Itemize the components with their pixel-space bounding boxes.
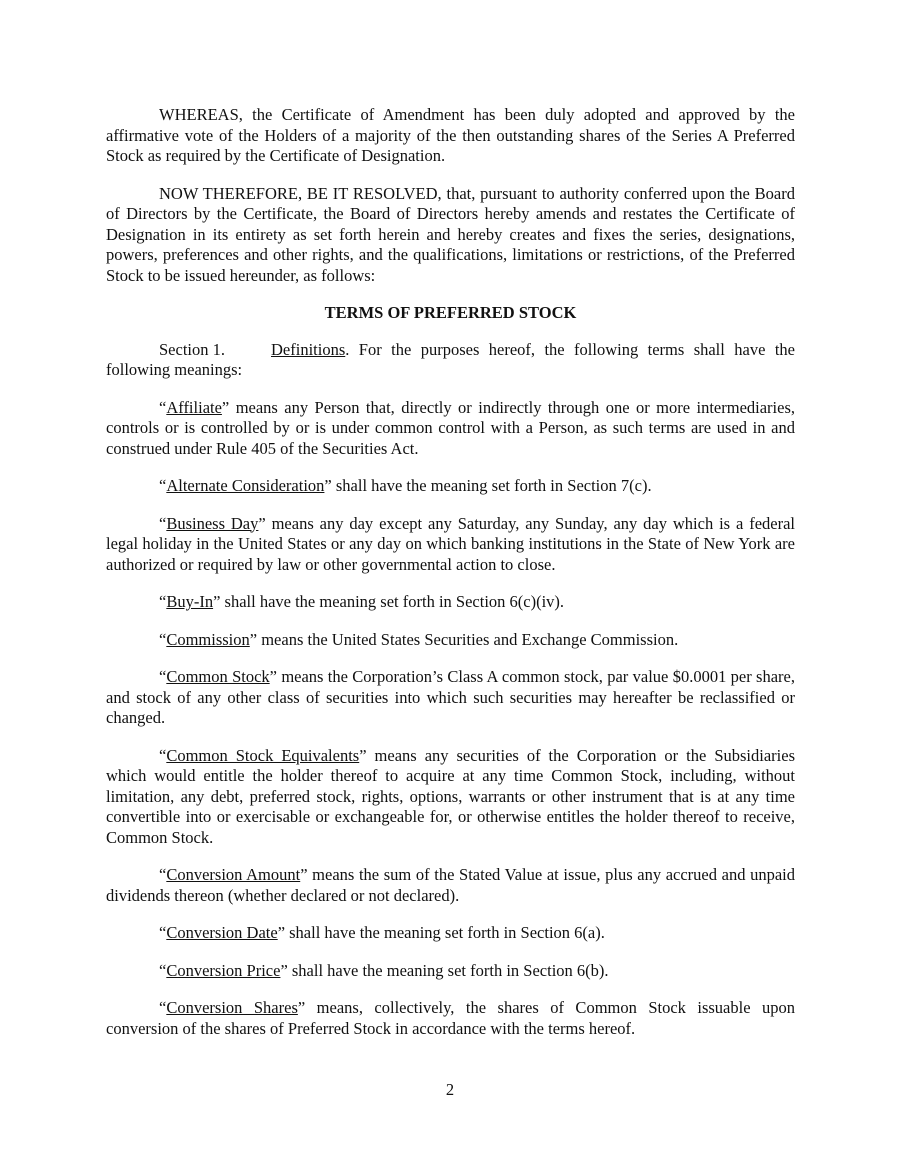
definition-common-stock-equivalents: “Common Stock Equivalents” means any securities of the Corporation or the Subsidiaries which would entitle the holder thereof to acquire at any time Common Stock, including, without limitation, any debt, preferred stock, rights, options, warrants or other instrument that is at any time convertible into or exercisable or exchangeable for, or otherwise entitles the holder thereof to receive, Common Stock. — [106, 745, 795, 847]
definition-text: ” means, collectively, the shares of Common Stock issuable upon conversion of the shares of Preferred Stock in accordance with the terms hereof. — [106, 998, 796, 1038]
whereas-paragraph: WHEREAS, the Certificate of Amendment has been duly adopted and approved by the affirmative vote of the Holders of a majority of the then outstanding shares of the Series A Preferred Stock as required by the Certificate of Designation. — [106, 105, 795, 165]
defined-term: Affiliate — [166, 397, 222, 417]
definition-text: ” means any Person that, directly or indirectly through one or more intermediaries, controls or is controlled by or is under common control with a Person, as such terms are used in and construed under Rule 405 of the Securities Act. — [106, 397, 795, 458]
definition-text: ” shall have the meaning set forth in Section 6(c)(iv). — [213, 592, 565, 611]
section-text: . For the purposes hereof, the following terms shall have the following meanings: — [106, 339, 795, 379]
definition-text: ” means any day except any Saturday, any Sunday, any day which is a federal legal holiday in the United States or any day on which banking institutions in the State of New York are authorized or required by law or other governmental action to close. — [106, 513, 795, 574]
section-title: Definitions — [271, 339, 346, 359]
definition-text: ” means the sum of the Stated Value at issue, plus any accrued and unpaid dividends thereon (whether declared or not declared). — [106, 865, 795, 905]
definition-alternate-consideration: “Alternate Consideration” shall have the meaning set forth in Section 7(c). — [159, 476, 652, 495]
definition-commission: “Commission” means the United States Securities and Exchange Commission. — [159, 629, 679, 649]
definition-conversion-amount: “Conversion Amount” means the sum of the Stated Value at issue, plus any accrued and unpaid dividends thereon (whether declared or not declared). — [106, 865, 795, 905]
resolved-paragraph: NOW THEREFORE, BE IT RESOLVED, that, pursuant to authority conferred upon the Board of Directors by the Certificate, the Board of Directors hereby amends and restates the Certificate of Designation in its entirety as set forth herein and hereby creates and fixes the series, designations, powers, preferences and other rights, and the qualifications, limitations or restrictions, of the Preferred Stock to be issued hereunder, as follows: — [106, 183, 795, 285]
defined-term: Alternate Consideration — [166, 476, 325, 495]
definition-conversion-price: “Conversion Price” shall have the meaning set forth in Section 6(b). — [159, 960, 609, 980]
definition-conversion-date: “Conversion Date” shall have the meaning set forth in Section 6(a). — [159, 923, 605, 942]
document-page — [106, 105, 795, 1056]
defined-term: Buy-In — [166, 592, 214, 611]
defined-term: Common Stock Equivalents — [166, 745, 360, 765]
definition-text: ” means the Corporation’s Class A common stock, par value $0.0001 per share, and stock of any other class of securities into which such securities may hereafter be reclassified or changed. — [106, 667, 795, 727]
definition-text: ” means any securities of the Corporation or the Subsidiaries which would entitle the holder thereof to acquire at any time Common Stock, including, without limitation, any debt, preferred stock, rights, options, warrants or other instrument that is at any time convertible into or exercisable or exchangeable for, or otherwise entitles the holder thereof to receive, Common Stock. — [106, 745, 795, 847]
definition-affiliate: “Affiliate” means any Person that, directly or indirectly through one or more intermediaries, controls or is controlled by or is under common control with a Person, as such terms are used in and construed under Rule 405 of the Securities Act. — [106, 397, 795, 458]
definition-conversion-shares: “Conversion Shares” means, collectively, the shares of Common Stock issuable upon conversion of the shares of Preferred Stock in accordance with the terms hereof. — [106, 998, 796, 1038]
defined-term: Commission — [166, 629, 250, 649]
section-heading: TERMS OF PREFERRED STOCK — [324, 303, 577, 322]
definition-text: ” means the United States Securities and Exchange Commission. — [249, 629, 679, 649]
definition-buy-in: “Buy-In” shall have the meaning set forth in Section 6(c)(iv). — [159, 592, 565, 611]
definition-business-day: “Business Day” means any day except any Saturday, any Sunday, any day which is a federal legal holiday in the United States or any day on which banking institutions in the State of New York are authorized or required by law or other governmental action to close. — [106, 513, 795, 574]
page-number: 2 — [445, 1080, 455, 1099]
section-1-paragraph — [106, 340, 795, 381]
defined-term: Conversion Shares — [166, 998, 298, 1017]
definition-common-stock: “Common Stock” means the Corporation’s Class A common stock, par value $0.0001 per share, and stock of any other class of securities into which such securities may hereafter be reclassified or changed. — [106, 667, 795, 727]
section-number: Section 1. — [159, 339, 225, 359]
defined-term: Common Stock — [166, 667, 270, 686]
defined-term: Conversion Amount — [166, 865, 301, 884]
defined-term: Business Day — [166, 513, 259, 533]
definition-text: ” shall have the meaning set forth in Section 6(a). — [277, 923, 605, 942]
defined-term: Conversion Price — [166, 960, 281, 980]
definition-text: ” shall have the meaning set forth in Section 7(c). — [324, 476, 652, 495]
definition-text: ” shall have the meaning set forth in Section 6(b). — [280, 960, 609, 980]
defined-term: Conversion Date — [166, 923, 278, 942]
